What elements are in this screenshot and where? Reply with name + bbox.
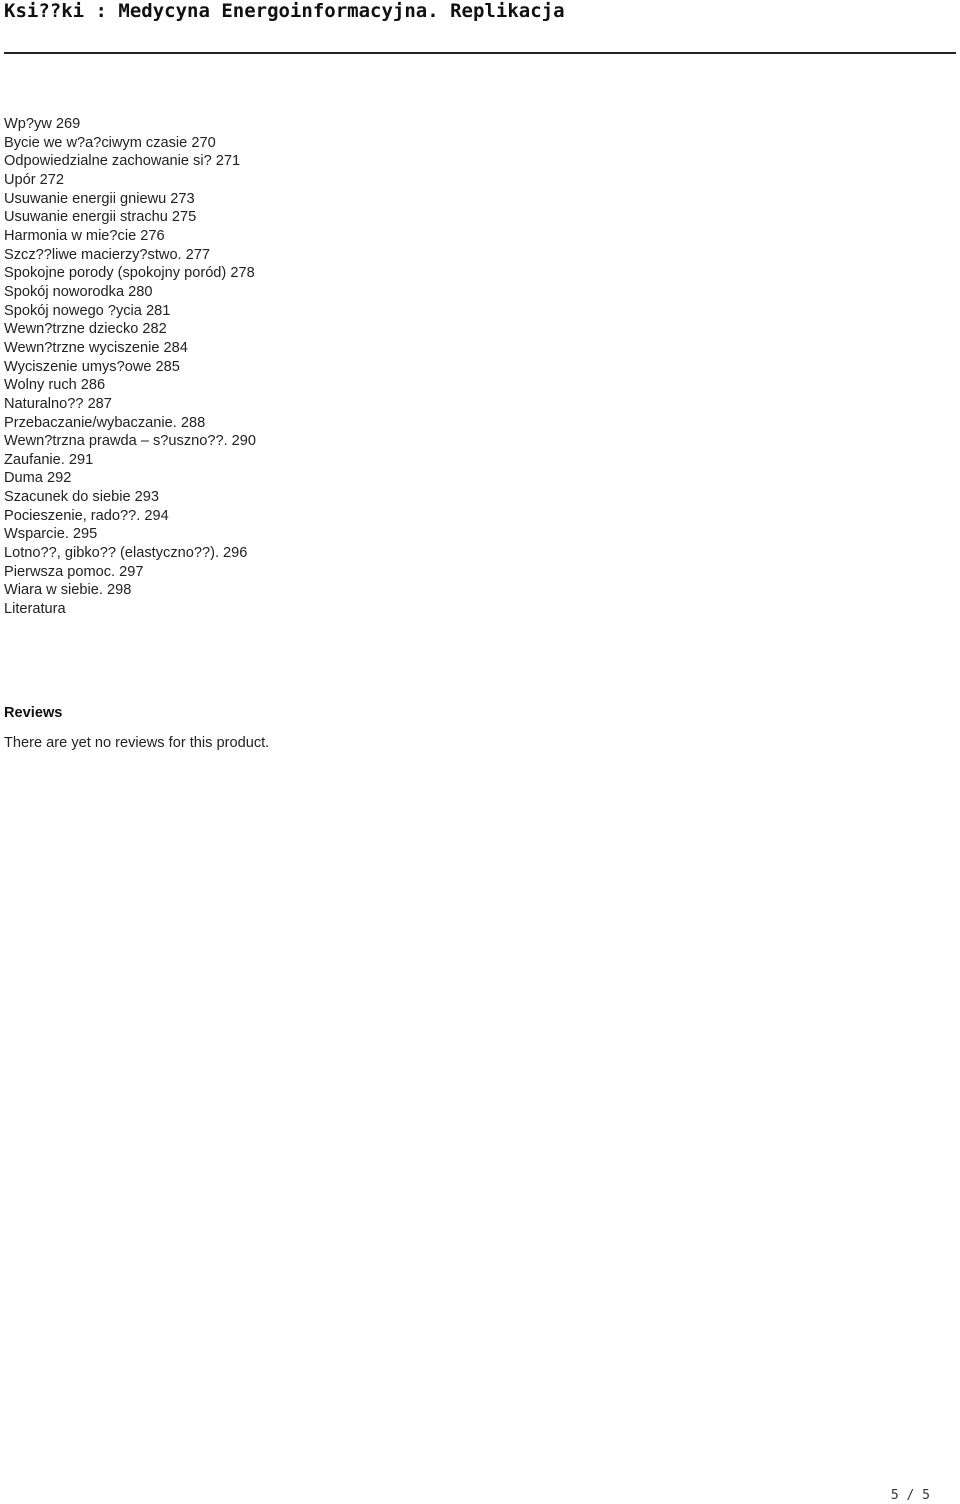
- toc-item: Wp?yw 269: [4, 116, 81, 132]
- toc-item: Spokój nowego ?ycia 281: [4, 302, 171, 319]
- toc-item: Szacunek do siebie 293: [4, 489, 159, 506]
- toc-item: Bycie we w?a?ciwym czasie 270: [4, 134, 216, 151]
- toc-item: Wewn?trzne dziecko 282: [4, 321, 167, 338]
- toc-item: Duma 292: [4, 470, 72, 487]
- reviews-empty-message: There are yet no reviews for this product.: [4, 735, 270, 751]
- reviews-section: [4, 704, 269, 752]
- toc-item: Pierwsza pomoc. 297: [4, 563, 144, 580]
- toc-item: Naturalno?? 287: [4, 395, 112, 412]
- toc-item: Spokój noworodka 280: [4, 283, 153, 300]
- toc-item: Wyciszenie umys?owe 285: [4, 358, 180, 375]
- toc-item: Usuwanie energii strachu 275: [4, 209, 197, 226]
- toc-item: Wolny ruch 286: [4, 377, 106, 394]
- reviews-heading: Reviews: [4, 705, 63, 721]
- toc-item: Literatura: [4, 601, 66, 618]
- page-number: 5 / 5: [890, 1488, 930, 1503]
- toc-item: Wiara w siebie. 298: [4, 582, 132, 599]
- toc-item: Wewn?trzna prawda – s?uszno??. 290: [4, 433, 257, 450]
- toc-item: Zaufanie. 291: [4, 451, 94, 468]
- toc-item: Wewn?trzne wyciszenie 284: [4, 339, 188, 356]
- toc-item: Upór 272: [4, 171, 65, 188]
- page-header: [4, 0, 956, 54]
- toc-item: Lotno??, gibko?? (elastyczno??). 296: [4, 545, 248, 562]
- toc-item: Szcz??liwe macierzy?stwo. 277: [4, 246, 211, 263]
- toc-item: Spokojne porody (spokojny poród) 278: [4, 265, 255, 282]
- toc-item: Odpowiedzialne zachowanie si? 271: [4, 153, 241, 170]
- toc-item: Harmonia w mie?cie 276: [4, 227, 165, 244]
- toc-item: Przebaczanie/wybaczanie. 288: [4, 414, 206, 431]
- toc-item: Usuwanie energii gniewu 273: [4, 190, 195, 207]
- table-of-contents: [4, 115, 256, 619]
- toc-item: Wsparcie. 295: [4, 526, 98, 543]
- page-title: Ksi??ki : Medycyna Energoinformacyjna. Replikacja: [4, 0, 565, 22]
- toc-item: Pocieszenie, rado??. 294: [4, 507, 169, 524]
